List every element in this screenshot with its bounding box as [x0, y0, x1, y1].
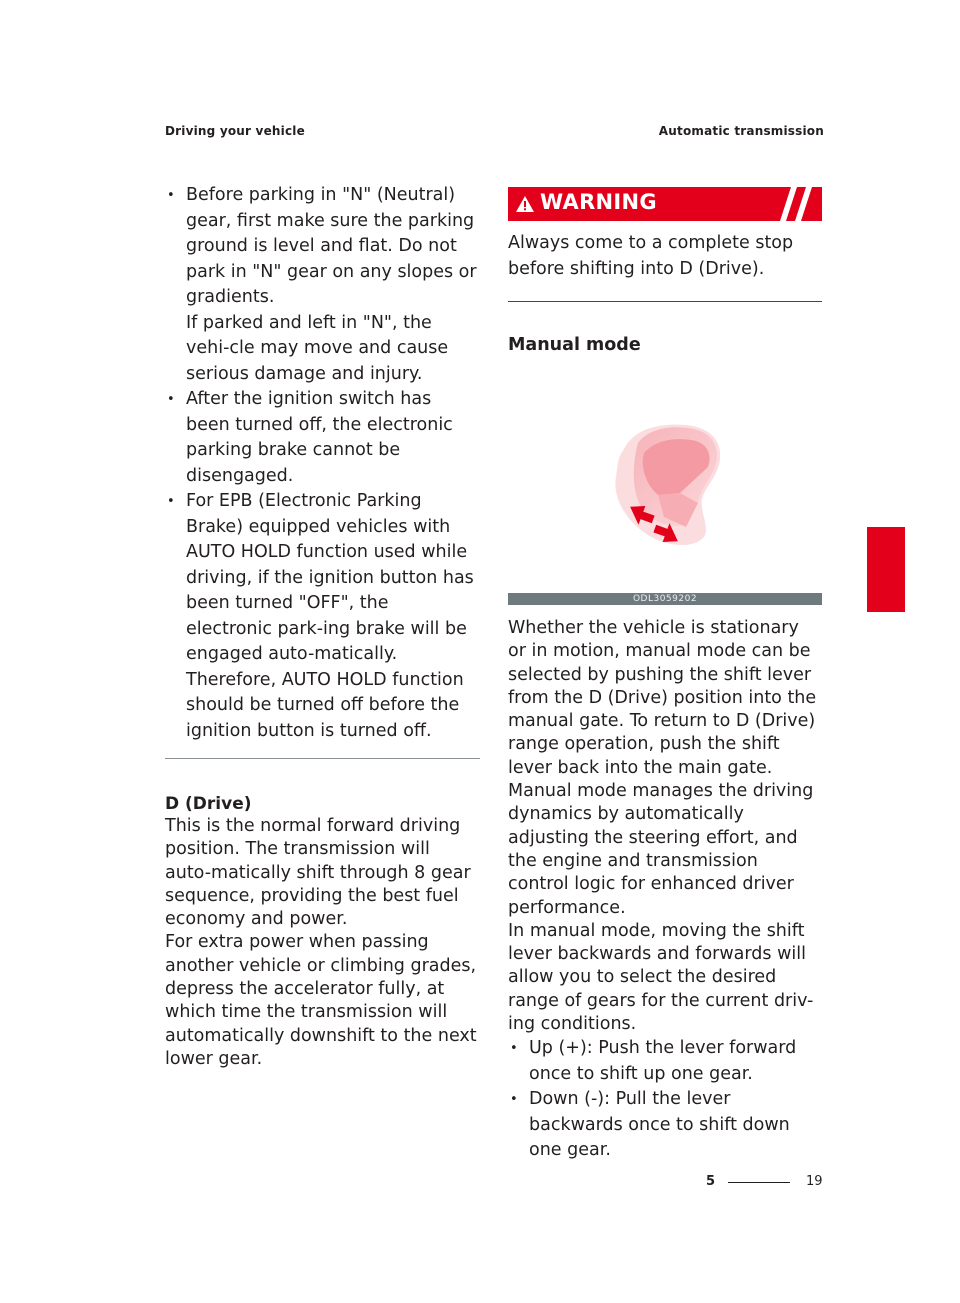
shift-bullet-list	[508, 1036, 822, 1164]
list-item	[165, 387, 480, 489]
footer-page-number: 19	[806, 1174, 823, 1189]
section-divider	[165, 758, 480, 759]
manual-mode-body	[508, 617, 822, 1164]
warning-text: Always come to a complete stop before shifting into D (Drive).	[508, 233, 794, 279]
chapter-tab-number: 5	[877, 589, 888, 607]
warning-label: WARNING	[540, 190, 657, 214]
drive-paragraph: This is the normal forward driving position. The transmission will auto-matically shift through 8 gear sequence, providing the best fuel economy and power.	[165, 816, 471, 930]
running-header-section: Driving your vehicle	[165, 124, 305, 138]
list-item: • Down (-): Pull the lever backwards once to shift down one gear.	[508, 1087, 822, 1164]
left-column	[165, 183, 480, 1071]
shift-lever-illustration	[508, 367, 822, 593]
list-item-note: If parked and left in "N", the vehi-cle may move and cause serious damage and injury.	[186, 312, 449, 384]
footer-chapter-number: 5	[706, 1174, 716, 1189]
list-item	[165, 183, 480, 387]
warning-banner	[508, 187, 822, 221]
warning-divider	[508, 301, 822, 302]
running-header-topic: Automatic transmission	[658, 124, 824, 138]
list-item	[165, 489, 480, 744]
drive-paragraph: For extra power when passing another vehicle or climbing grades, depress the accelerator fully, at which time the transmission will automatically downshift to the next lower gear.	[165, 932, 477, 1069]
manual-mode-title: Manual mode	[508, 335, 641, 355]
warning-slash-decoration	[770, 187, 816, 221]
drive-section-title: D (Drive)	[165, 794, 252, 814]
list-item-text: Before parking in "N" (Neutral) gear, first make sure the parking ground is level and flat. Do not park in "N" gear on any slopes or gradients.	[186, 185, 477, 307]
shift-lever-figure	[508, 367, 822, 611]
list-item-text: For EPB (Electronic Parking Brake) equipped vehicles with AUTO HOLD function used while driving, if the ignition button has been turned "OFF", the electronic park-ing brake will be engaged auto-matically. Therefore, AUTO HOLD function should be turned off before the ignition button is turned off.	[186, 491, 474, 741]
warning-triangle-icon	[516, 196, 534, 212]
manual-paragraph: Whether the vehicle is stationary or in motion, manual mode can be selected by pushing the shift lever from the D (Drive) position into the manual gate. To return to D (Drive) range operation, push the shift lever back into the main gate.	[508, 618, 817, 778]
list-item-text: After the ignition switch has been turned off, the electronic parking brake cannot be disengaged.	[186, 389, 453, 486]
right-column	[508, 187, 822, 1164]
caution-bullet-list	[165, 183, 480, 744]
footer-divider	[728, 1182, 790, 1183]
list-item: • Up (+): Push the lever forward once to shift up one gear.	[508, 1036, 822, 1087]
manual-paragraph: In manual mode, moving the shift lever backwards and forwards will allow you to select the desired range of gears for the current driv-ing conditions.	[508, 920, 814, 1035]
figure-code: ODL3059202	[508, 593, 822, 605]
manual-paragraph: Manual mode manages the driving dynamics by automatically adjusting the steering effort, and the engine and transmission control logic for enhanced driver performance.	[508, 781, 814, 918]
